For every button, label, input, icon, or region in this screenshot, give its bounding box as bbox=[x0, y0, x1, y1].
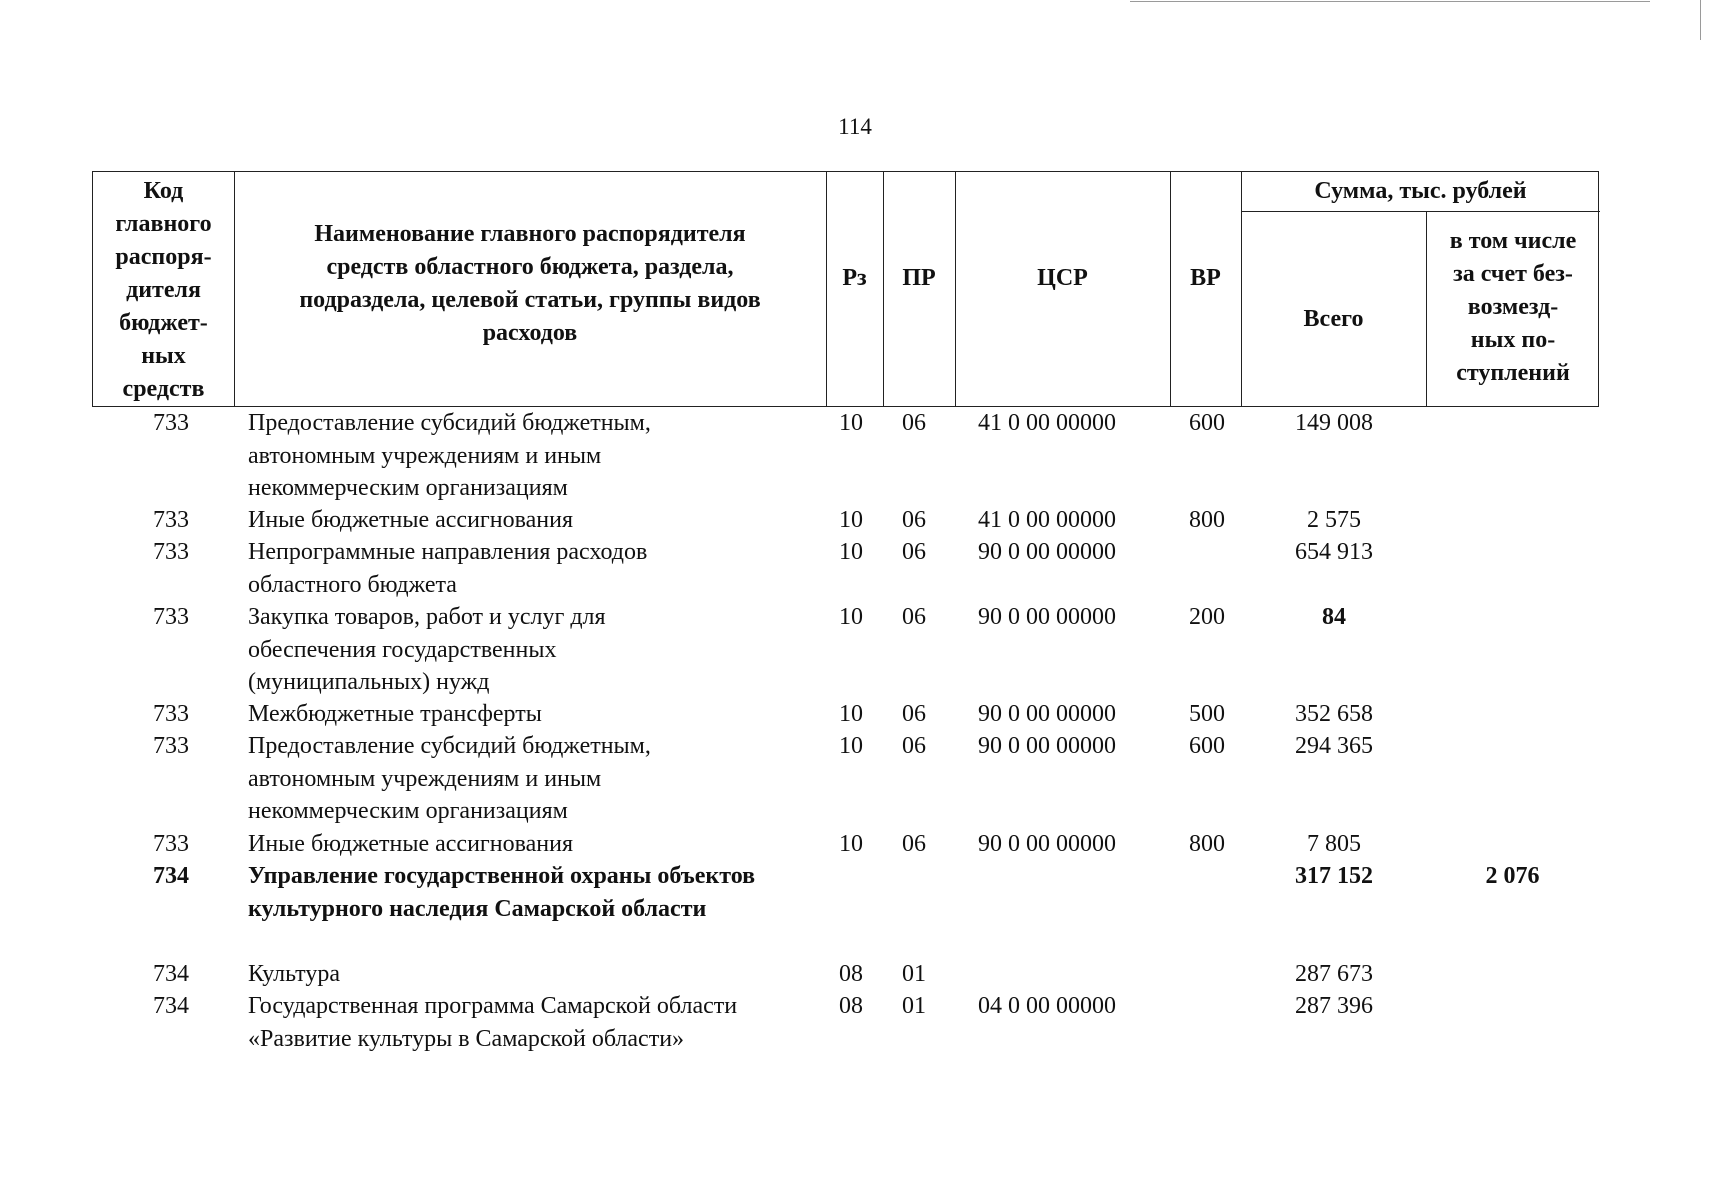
cell-rz: 10 bbox=[839, 539, 863, 565]
cell-rz: 10 bbox=[839, 733, 863, 759]
header-grant: в том числе за счет без- возмезд- ных по- ступлений bbox=[1449, 227, 1577, 386]
cell-name: Государственная программа Самарской области «Развитие культуры в Самарской области» bbox=[248, 993, 738, 1052]
cell-vr: 800 bbox=[1189, 831, 1225, 857]
cell-total: 352 658 bbox=[1295, 701, 1373, 727]
cell-pr: 06 bbox=[902, 410, 926, 436]
cell-vr: 200 bbox=[1189, 604, 1225, 630]
scan-artifact-line bbox=[1130, 1, 1650, 2]
cell-name: Межбюджетные трансферты bbox=[248, 701, 542, 727]
cell-code: 734 bbox=[153, 993, 189, 1019]
cell-grant: 2 076 bbox=[1485, 863, 1540, 889]
cell-csr: 41 0 00 00000 bbox=[978, 507, 1116, 533]
cell-name: Иные бюджетные ассигнования bbox=[248, 831, 573, 857]
cell-pr: 06 bbox=[902, 604, 926, 630]
cell-total: 317 152 bbox=[1295, 863, 1373, 889]
cell-total: 287 673 bbox=[1295, 961, 1373, 987]
cell-code: 733 bbox=[153, 410, 189, 436]
cell-rz: 08 bbox=[839, 961, 863, 987]
cell-pr: 06 bbox=[902, 733, 926, 759]
header-sum: Сумма, тыс. рублей bbox=[1314, 178, 1527, 204]
cell-code: 733 bbox=[153, 701, 189, 727]
header-name: Наименование главного распорядителя средств областного бюджета, раздела, подраздела, целевой статьи, группы видов расходов bbox=[299, 221, 761, 346]
header-code: Код главного распоря- дителя бюджет- ных средств bbox=[115, 177, 212, 402]
cell-csr: 90 0 00 00000 bbox=[978, 604, 1116, 630]
header-rz: Рз bbox=[842, 264, 867, 291]
table-header bbox=[92, 171, 1599, 407]
header-total: Всего bbox=[1303, 305, 1364, 332]
cell-code: 733 bbox=[153, 733, 189, 759]
cell-csr: 90 0 00 00000 bbox=[978, 733, 1116, 759]
cell-total: 294 365 bbox=[1295, 733, 1373, 759]
cell-vr: 500 bbox=[1189, 701, 1225, 727]
cell-name: Управление государственной охраны объектов культурного наследия Самарской области bbox=[248, 863, 756, 922]
cell-total: 654 913 bbox=[1295, 539, 1373, 565]
cell-vr: 800 bbox=[1189, 507, 1225, 533]
cell-total: 7 805 bbox=[1307, 831, 1361, 857]
cell-name: Закупка товаров, работ и услуг для обеспечения государственных (муниципальных) нужд bbox=[248, 604, 606, 695]
cell-csr: 90 0 00 00000 bbox=[978, 831, 1116, 857]
cell-csr: 04 0 00 00000 bbox=[978, 993, 1116, 1019]
cell-total: 287 396 bbox=[1295, 993, 1373, 1019]
cell-rz: 10 bbox=[839, 604, 863, 630]
cell-rz: 10 bbox=[839, 831, 863, 857]
cell-pr: 06 bbox=[902, 831, 926, 857]
cell-code: 733 bbox=[153, 539, 189, 565]
cell-csr: 90 0 00 00000 bbox=[978, 701, 1116, 727]
cell-rz: 08 bbox=[839, 993, 863, 1019]
cell-code: 734 bbox=[153, 863, 189, 889]
cell-pr: 06 bbox=[902, 507, 926, 533]
cell-code: 733 bbox=[153, 831, 189, 857]
cell-rz: 10 bbox=[839, 410, 863, 436]
cell-name: Непрограммные направления расходов областного бюджета bbox=[248, 539, 648, 598]
cell-pr: 06 bbox=[902, 539, 926, 565]
cell-total: 2 575 bbox=[1307, 507, 1361, 533]
cell-rz: 10 bbox=[839, 507, 863, 533]
header-vr: ВР bbox=[1190, 264, 1221, 291]
cell-vr: 600 bbox=[1189, 733, 1225, 759]
cell-total: 84 bbox=[1322, 604, 1346, 630]
cell-total: 149 008 bbox=[1295, 410, 1373, 436]
cell-name: Культура bbox=[248, 961, 340, 987]
cell-csr: 41 0 00 00000 bbox=[978, 410, 1116, 436]
cell-name: Предоставление субсидий бюджетным, автономным учреждениям и иным некоммерческим организациям bbox=[248, 733, 651, 824]
header-csr: ЦСР bbox=[1037, 264, 1088, 291]
cell-vr: 600 bbox=[1189, 410, 1225, 436]
cell-code: 734 bbox=[153, 961, 189, 987]
cell-pr: 01 bbox=[902, 993, 926, 1019]
cell-rz: 10 bbox=[839, 701, 863, 727]
page-number: 114 bbox=[838, 114, 872, 139]
cell-name: Предоставление субсидий бюджетным, автономным учреждениям и иным некоммерческим организациям bbox=[248, 410, 651, 501]
scan-artifact-line bbox=[1700, 0, 1701, 40]
cell-csr: 90 0 00 00000 bbox=[978, 539, 1116, 565]
cell-pr: 01 bbox=[902, 961, 926, 987]
cell-pr: 06 bbox=[902, 701, 926, 727]
cell-name: Иные бюджетные ассигнования bbox=[248, 507, 573, 533]
header-pr: ПР bbox=[902, 264, 936, 291]
cell-code: 733 bbox=[153, 604, 189, 630]
cell-code: 733 bbox=[153, 507, 189, 533]
